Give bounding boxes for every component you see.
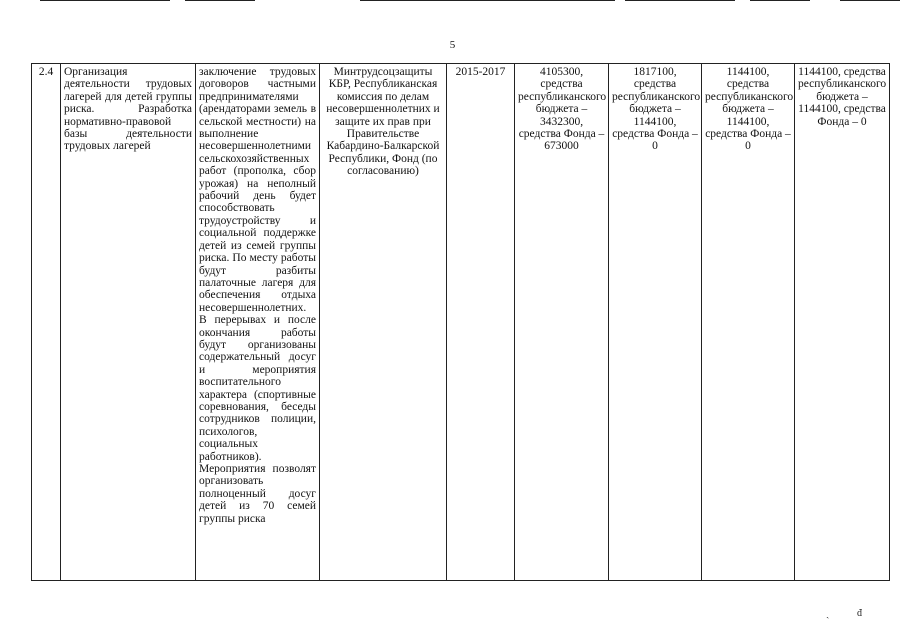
funding-total: 4105300, средства республиканского бюджета – 3432300, средства Фонда – 673000: [515, 64, 609, 581]
scan-top-line: [185, 0, 255, 1]
scan-top-line: [750, 0, 810, 1]
scan-top-line: [40, 0, 170, 1]
funding-2015: 1817100, средства республиканского бюджета – 1144100, средства Фонда – 0: [609, 64, 702, 581]
row-number: 2.4: [32, 64, 61, 581]
measure-name: Организация деятельности трудовых лагерей для детей группы риска. Разработка нормативно-правовой базы деятельности трудовых лагерей: [61, 64, 196, 581]
funding-2016: 1144100, средства республиканского бюджета – 1144100, средства Фонда – 0: [702, 64, 795, 581]
scan-mark: ˏ: [826, 608, 830, 619]
period: 2015-2017: [447, 64, 515, 581]
measure-description: заключение трудовых договоров частными предпринимателями (арендаторами земель в сельской местности) на выполнение несовершеннолетними сельскохозяйственных работ (прополка, сбор урожая) на неполный рабочий день будет способствовать трудоустройству и социальной поддержке детей из семей группы риска. По месту работы будут разбиты палаточные лагеря для обеспечения отдыха несовершеннолетних. В перерывах и после окончания работы будут организованы содержательный досуг и мероприятия воспитательного характера (спортивные соревнования, беседы сотрудников полиции, психологов, социальных работников). Мероприятия позволят организовать полноценный досуг детей из 70 семей группы риска: [196, 64, 320, 581]
scan-top-line: [840, 0, 900, 1]
funding-2017: 1144100, средства республиканского бюджета – 1144100, средства Фонда – 0: [795, 64, 890, 581]
scan-mark: đ: [857, 608, 862, 619]
executors: Минтрудсоцзащиты КБР, Республиканская комиссия по делам несовершеннолетних и защите их прав при Правительстве Кабардино-Балкарской Республики, Фонд (по согласованию): [320, 64, 447, 581]
measures-table: [31, 63, 890, 581]
table-row: [32, 64, 890, 581]
page-number: 5: [449, 39, 456, 51]
scan-top-line: [360, 0, 615, 1]
scan-top-line: [625, 0, 735, 1]
